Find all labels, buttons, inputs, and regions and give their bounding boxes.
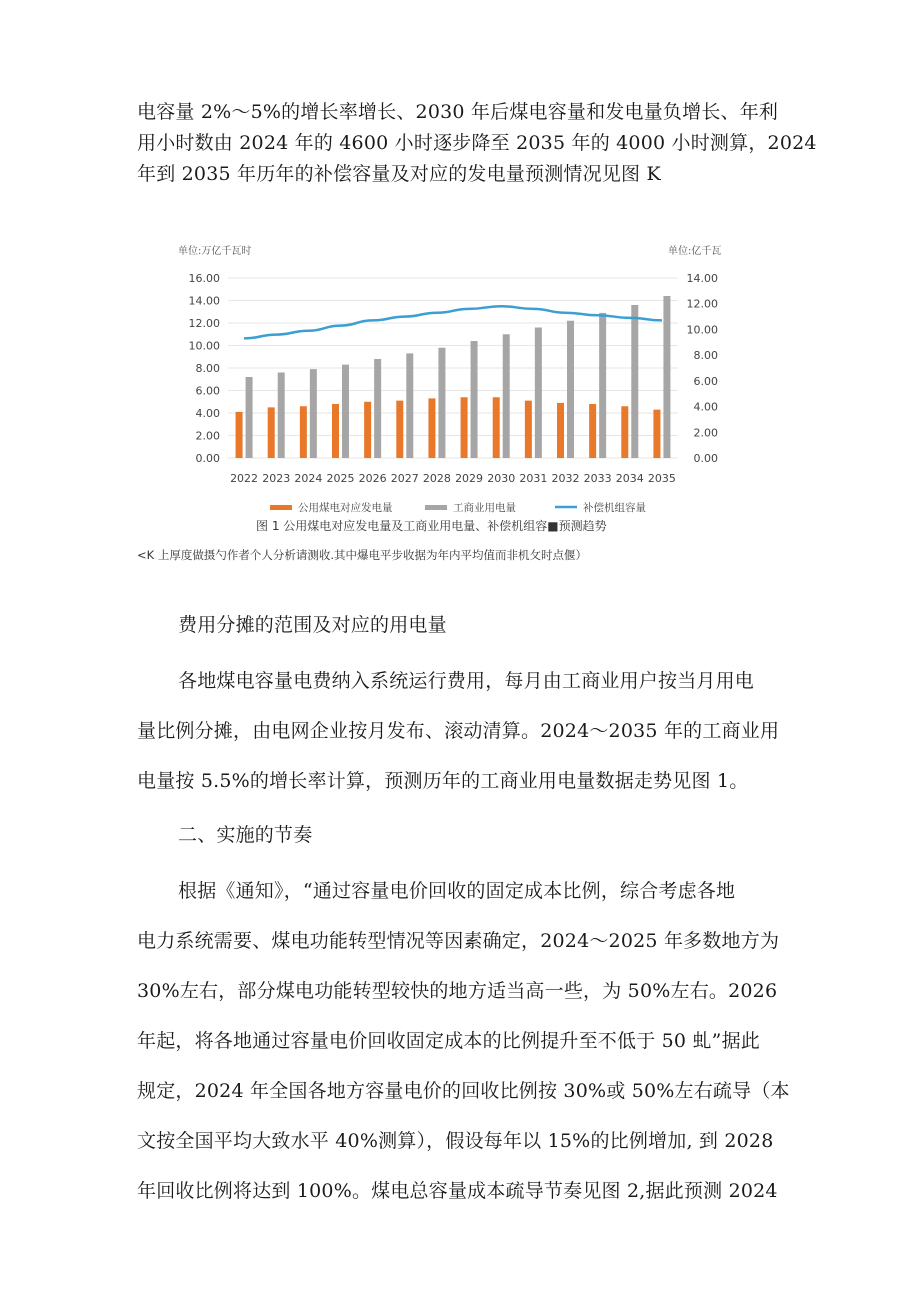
bar-industrial-consumption <box>535 328 542 459</box>
para2-line-3: 30%左右，部分煤电功能转型较快的地方适当高一些，为 50%左右。2026 <box>137 980 778 1002</box>
bar-industrial-consumption <box>374 359 381 458</box>
bar-power-generation <box>332 404 339 458</box>
bar-power-generation <box>300 406 307 458</box>
left-tick-label: 12.00 <box>188 317 220 330</box>
x-tick-label: 2035 <box>647 472 676 485</box>
figure-caption: 图 1 公用煤电对应发电量及工商业用电量、补偿机组容■预测趋势 <box>256 519 607 533</box>
figure-note: <K 上厚度做摄勺作者个人分析请测收.其中爆电平步收据为年内平均值而非机攵时点偃） <box>137 548 587 562</box>
bar-power-generation <box>268 407 275 458</box>
left-tick-label: 4.00 <box>195 407 220 420</box>
bar-industrial-consumption <box>310 369 317 458</box>
intro-line-3: 年到 2035 年历年的补偿容量及对应的发电量预测情况见图 K <box>137 163 661 185</box>
legend-label: 补偿机组容量 <box>583 502 646 514</box>
bar-industrial-consumption <box>438 348 445 458</box>
right-unit-label: 单位:亿千瓦 <box>668 246 722 257</box>
right-tick-label: 10.00 <box>686 323 718 337</box>
para1-line-3: 电量按 5.5%的增长率计算，预测历年的工商业用电量数据走势见图 1。 <box>137 770 749 792</box>
figure-1-chart <box>170 240 750 540</box>
legend-label: 公用煤电对应发电量 <box>298 502 393 514</box>
bar-power-generation <box>236 412 243 458</box>
bar-power-generation <box>396 401 403 458</box>
right-tick-label: 0.00 <box>693 452 718 465</box>
x-tick-label: 2028 <box>422 472 451 485</box>
section-heading: 费用分摊的范围及对应的用电量 <box>178 614 447 636</box>
bar-power-generation <box>428 398 435 458</box>
legend-swatch <box>270 505 292 510</box>
right-tick-label: 6.00 <box>693 374 718 388</box>
left-tick-label: 0.00 <box>195 452 220 465</box>
x-tick-label: 2023 <box>262 472 291 485</box>
bar-industrial-consumption <box>631 305 638 458</box>
bar-industrial-consumption <box>278 373 285 459</box>
bar-power-generation <box>621 406 628 458</box>
left-tick-label: 2.00 <box>195 429 220 443</box>
bar-industrial-consumption <box>246 377 253 458</box>
x-tick-label: 2024 <box>294 472 323 485</box>
right-tick-label: 4.00 <box>693 400 718 414</box>
x-tick-label: 2029 <box>455 472 484 485</box>
bar-industrial-consumption <box>342 365 349 458</box>
x-tick-label: 2030 <box>487 472 516 485</box>
right-tick-label: 2.00 <box>693 426 718 440</box>
section2-heading: 二、实施的节奏 <box>178 824 313 846</box>
left-tick-label: 14.00 <box>188 294 220 308</box>
para2-line-5: 规定，2024 年全国各地方容量电价的回收比例按 30%或 50%左右疏导（本 <box>137 1080 790 1102</box>
bar-industrial-consumption <box>567 321 574 458</box>
left-tick-label: 6.00 <box>195 384 220 398</box>
para1-line-1: 各地煤电容量电费纳入系统运行费用，每月由工商业用户按当月用电 <box>178 670 755 692</box>
left-tick-label: 16.00 <box>188 272 220 285</box>
para2-line-2: 电力系统需要、煤电功能转型情况等因素确定，2024～2025 年多数地方为 <box>137 930 780 952</box>
bar-industrial-consumption <box>599 313 606 458</box>
x-tick-label: 2033 <box>583 472 612 485</box>
para2-line-1: 根据《通知》，“通过容量电价回收的固定成本比例，综合考虑各地 <box>178 880 736 902</box>
right-tick-label: 12.00 <box>686 297 718 311</box>
bar-power-generation <box>525 401 532 458</box>
bar-power-generation <box>461 397 468 458</box>
right-tick-label: 14.00 <box>686 272 718 285</box>
bar-power-generation <box>364 402 371 458</box>
intro-line-2: 用小时数由 2024 年的 4600 小时逐步降至 2035 年的 4000 小时测算，2024 <box>137 132 817 154</box>
x-tick-label: 2027 <box>390 472 419 485</box>
left-tick-label: 10.00 <box>188 339 220 353</box>
left-unit-label: 单位:万亿千瓦时 <box>178 246 252 257</box>
x-tick-label: 2026 <box>358 472 387 485</box>
bar-power-generation <box>557 403 564 458</box>
left-tick-label: 8.00 <box>195 362 220 375</box>
bar-industrial-consumption <box>406 353 413 458</box>
para2-line-4: 年起，将各地通过容量电价回收固定成本的比例提升至不低于 50 虬”据此 <box>137 1030 760 1052</box>
bar-power-generation <box>653 410 660 458</box>
bar-power-generation <box>493 397 500 458</box>
para2-line-6: 文按全国平均大致水平 40%测算），假设每年以 15%的比例增加, 到 2028 <box>137 1130 774 1152</box>
intro-line-1: 电容量 2%～5%的增长率增长、2030 年后煤电容量和发电量负增长、年利 <box>137 101 779 123</box>
para1-line-2: 量比例分摊，由电网企业按月发布、滚动清算。2024～2035 年的工商业用 <box>137 720 780 742</box>
bar-industrial-consumption <box>503 334 510 458</box>
bar-power-generation <box>589 404 596 458</box>
x-tick-label: 2032 <box>551 472 580 485</box>
bar-industrial-consumption <box>471 341 478 458</box>
x-tick-label: 2025 <box>326 472 355 485</box>
right-tick-label: 8.00 <box>693 349 718 363</box>
x-tick-label: 2031 <box>519 472 548 485</box>
bar-industrial-consumption <box>663 296 670 458</box>
legend-swatch <box>425 505 447 510</box>
para2-line-7: 年回收比例将达到 100%。煤电总容量成本疏导节奏见图 2,据此预测 2024 <box>137 1180 778 1202</box>
x-tick-label: 2022 <box>230 472 259 485</box>
x-tick-label: 2034 <box>615 472 644 485</box>
legend-label: 工商业用电量 <box>453 502 516 514</box>
